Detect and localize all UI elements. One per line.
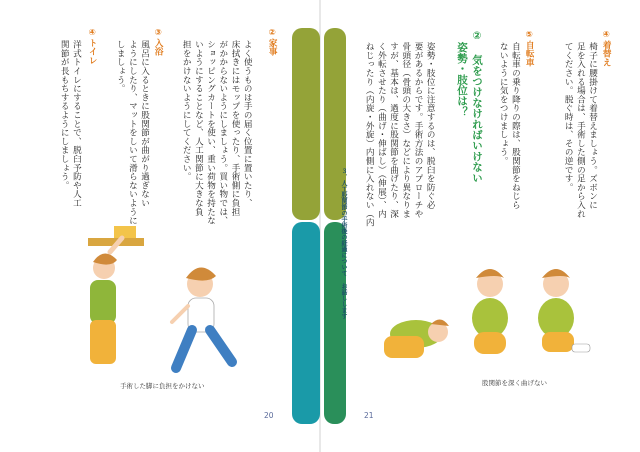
kigae-text: 椅子に腰掛けて着替えましょう。ズボンに 足を入れる場合は、手術した側の足から入れ てください。脱ぐ時は、その逆です。 <box>563 42 598 218</box>
nyuyoku-heading: ③入浴 <box>153 28 164 56</box>
illustration-crouching-women <box>376 262 596 372</box>
left-caption: 手術した脚に負担をかけない <box>120 382 205 390</box>
right-caption: 股関節を深く曲げない <box>482 379 547 387</box>
illustration-housework <box>60 222 260 382</box>
kigae-heading: ④着替え <box>601 30 612 67</box>
nyuyoku-text: 風呂に入るときに股関節が曲がり過ぎない ようにしたり、マットをしいて滑らないように しましょう。 <box>115 40 150 225</box>
figure-squatting <box>472 269 508 354</box>
figure-reaching-shelf <box>88 226 144 364</box>
kaji-heading: ②家事 <box>267 28 278 56</box>
left-page-number: 20 <box>264 411 274 420</box>
jitensha-heading: ⑤自転車 <box>524 30 535 67</box>
section-title-2: 姿勢・肢位は？ <box>456 42 468 117</box>
chapter-band-label: ３．人工股関節の手術後の経過について お話しします <box>340 168 347 319</box>
figure-walking <box>172 267 232 368</box>
left-olive-bar <box>292 28 320 220</box>
toilet-text: 洋式トイレにすることで、脱臼予防や人工 関節が長もちするようにしましょう。 <box>59 40 82 208</box>
figure-bowing <box>384 319 449 358</box>
right-page-number: 21 <box>364 411 374 420</box>
jitensha-text: 自転車の乗り降りの際は、股関節をねじら ないように気をつけましょう。 <box>498 42 521 210</box>
kaji-text: よく使うものは手の届く位置に置いたり、 床拭きにはモップを使ったり、手術側に負担 がかからないようにしましょう。買い物では、 ショッピングカートを使い、重い荷物を持たな いようにすることなど、人工関節に大きな負 担をかけないようにしてください。 <box>181 40 253 225</box>
section-title-1: ② 気をつけなければいけない <box>471 30 483 183</box>
figure-sitting <box>538 269 590 352</box>
shisei-text: 姿勢・肢位に注意するのは、脱臼を防ぐ必 要があるからです。手術方法のアプローチや 骨頭径（骨頭の大きさ）などにより異なりま すが、基本は、過度に股関節を曲げたり、深 く外転させたり（曲げ・伸ばし）（伸展）、内 ねじったり（内旋・外旋）内側に入れない（内 <box>364 42 436 227</box>
left-teal-bar <box>292 222 320 424</box>
toilet-heading: ④トイレ <box>87 28 98 65</box>
